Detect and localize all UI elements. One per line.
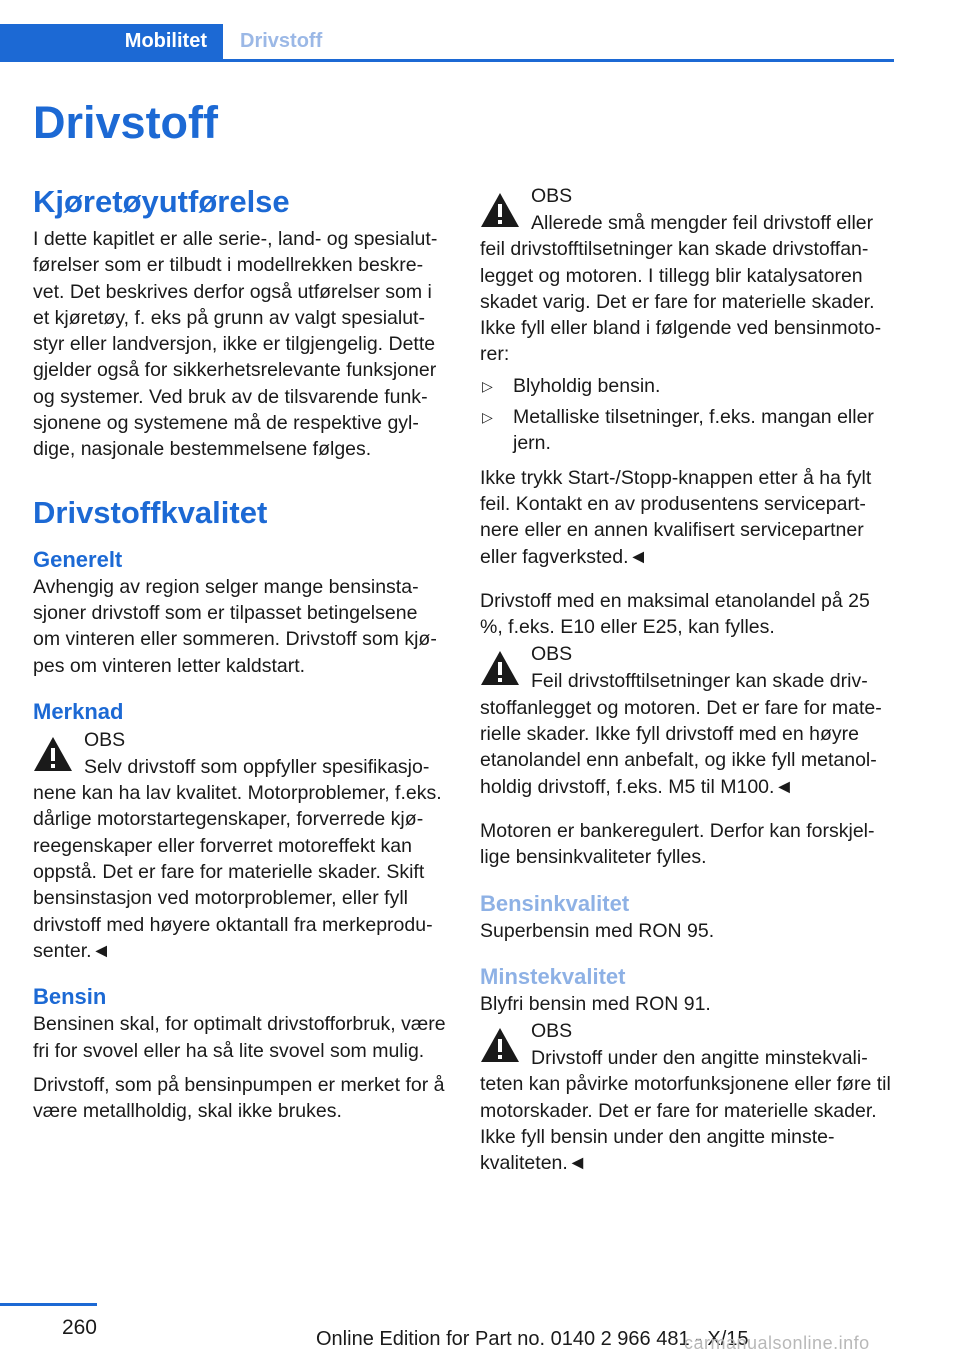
triangle-bullet-icon: ▷	[482, 377, 493, 394]
footer-line	[0, 1303, 97, 1306]
warning-label: OBS	[531, 185, 573, 207]
left-column	[33, 182, 448, 1124]
watermark: carmanualsonline.info	[684, 1333, 870, 1353]
warning-label: OBS	[84, 728, 126, 751]
list-item: ▷ Metalliske tilsetninger, f.eks. mangan eller jern.	[482, 406, 874, 455]
list-item: ▷ Blyholdig bensin.	[480, 373, 895, 399]
heading-generelt: Generelt	[33, 546, 123, 572]
heading-bensinkvalitet: Bensinkvalitet	[480, 890, 630, 916]
header-tabs	[0, 24, 894, 62]
right-column	[480, 182, 895, 1177]
paragraph-motor: Motoren er bankeregulert. Derfor kan forskjellige bensinkvaliteter fylles.	[480, 819, 875, 869]
warning-triangle-icon	[33, 736, 73, 772]
paragraph-bensin-1: Bensinen skal, for optimalt drivstofforbruk, være fri for svovel eller ha så lite svovel som mulig.	[33, 1013, 446, 1062]
warning-box	[480, 1017, 895, 1176]
page-number: 260	[61, 1316, 97, 1339]
tab-mobilitet[interactable]: Mobilitet	[0, 24, 223, 59]
heading-merknad: Merknad	[33, 698, 124, 724]
paragraph-bensin-2: Drivstoff, som på bensinpumpen er merket for å være metallholdig, skal ikke brukes.	[33, 1073, 445, 1123]
paragraph-bensinkvalitet: Superbensin med RON 95.	[480, 919, 715, 942]
warning-text: Selv drivstoff som oppfyller spesifikasjonene kan ha lav kvalitet. Motorproblemer, f.eks. dårlige motorstartegenskaper, forverrede kjøreegenskaper eller forverret motoreffekt kan oppstå. Det er fare for materielle skader. Skift bensinstasjon ved motorproblemer, eller fyll drivstoff med høyere oktantall fra merkeprodusenter.◄	[33, 755, 442, 962]
paragraph-kjoretoyutforelse: I dette kapitlet er alle serie-, land- og spesialutførelser som er tilbudt i modellrekken beskrevet. Det beskrives derfor også utførelser som i et kjøretøy, f. eks på grunn av valgt spesialutstyr eller landversjon, ikke er tilgjengelig. Dette gjelder også for sikkerhetsrelevante funksjoner og systemer. Ved bruk av de tilsvarende funksjonene og systemene må de respektive gyldige, nasjonale bestemmelsene følges.	[33, 228, 438, 461]
warning-box	[33, 726, 448, 964]
warning-triangle-icon	[480, 192, 520, 228]
bullet-list	[480, 373, 895, 457]
edition-text: Online Edition for Part no. 0140 2 966 481 - X/15	[316, 1328, 749, 1350]
heading-kjoretoyutforelse: Kjøretøyutførelse	[33, 184, 290, 219]
warning-triangle-icon	[480, 650, 520, 686]
tab-drivstoff[interactable]: Drivstoff	[240, 30, 323, 52]
warning-box	[480, 640, 895, 799]
paragraph-etanol: Drivstoff med en maksimal etanolandel på 25 %, f.eks. E10 eller E25, kan fylles.	[480, 589, 870, 639]
warning-box	[480, 182, 895, 368]
paragraph-start-stopp: Ikke trykk Start-/Stopp-knappen etter å ha fylt feil. Kontakt en av produsentens servicepartnere eller en annen kvalifisert servicepartner eller fagverksted.◄	[480, 466, 872, 568]
warning-text: Feil drivstofftilsetninger kan skade drivstoffanlegget og motoren. Det er fare for materielle skader. Ikke fyll drivstoff med en høyre etanolandel enn anbefalt, og ikke fyll metanolholdig drivstoff, f.eks. M5 til M100.◄	[480, 670, 882, 798]
warning-label: OBS	[531, 1020, 573, 1043]
warning-triangle-icon	[480, 1027, 520, 1063]
warning-label: OBS	[531, 643, 573, 666]
warning-text: Allerede små mengder feil drivstoff eller feil drivstofftilsetninger kan skade drivstoffanlegget og motoren. I tillegg blir katalysatoren skadet varig. Det er fare for materielle skader. Ikke fyll eller bland i følgende ved bensinmotorer:	[480, 212, 882, 366]
warning-text: Drivstoff under den angitte minstekvaliteten kan påvirke motorfunksjonene eller føre til motorskader. Det er fare for materielle skader. Ikke fyll bensin under den angitte minstekvaliteten.◄	[480, 1047, 891, 1175]
heading-bensin: Bensin	[33, 984, 107, 1010]
triangle-bullet-icon: ▷	[482, 409, 493, 426]
paragraph-minstekvalitet: Blyfri bensin med RON 91.	[480, 992, 711, 1015]
heading-drivstoffkvalitet: Drivstoffkvalitet	[33, 494, 268, 530]
page-title: Drivstoff	[33, 97, 219, 148]
paragraph-generelt: Avhengig av region selger mange bensinstasjoner drivstoff som er tilpasset betingelsene om vinteren eller sommeren. Drivstoff som kjøpes om vinteren letter kaldstart.	[33, 575, 437, 677]
heading-minstekvalitet: Minstekvalitet	[480, 963, 626, 989]
